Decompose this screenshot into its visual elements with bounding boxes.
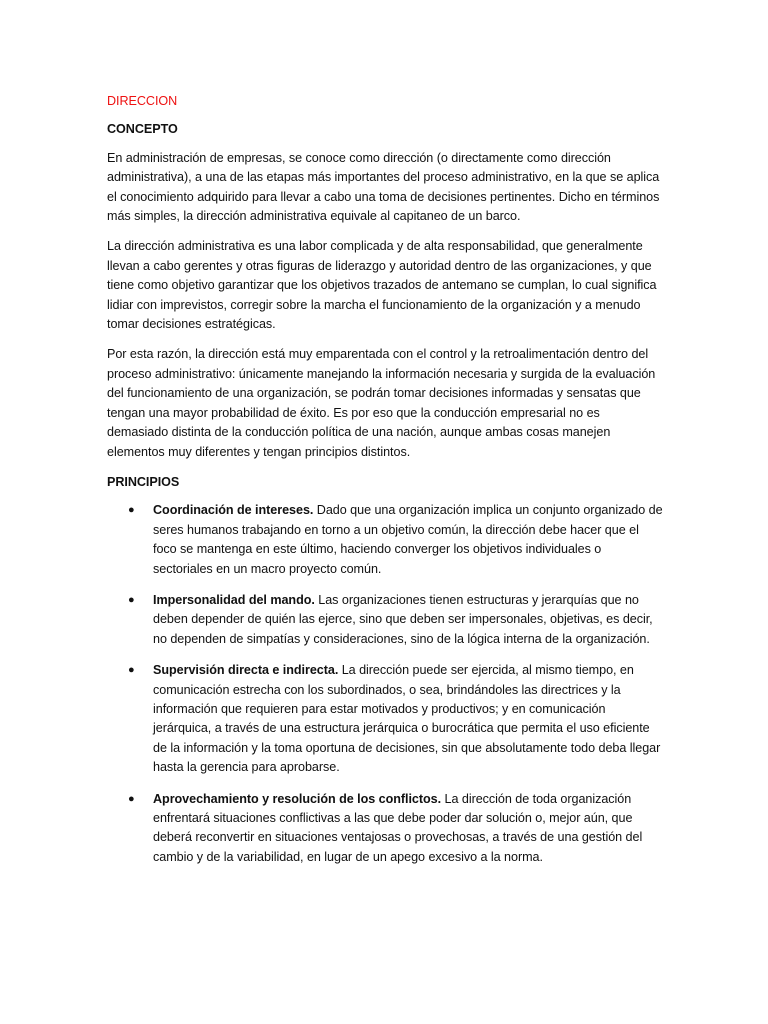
concept-paragraph-1: En administración de empresas, se conoce como dirección (o directamente como dirección administrativa), a una de las etapas más importantes del proceso administrativo, en la que se aplica el conocimiento adquirido para llevar a cabo una toma de decisiones pertinentes. Dicho en términos más simples, la dirección administrativa equivale al capitaneo de un barco. [107, 150, 660, 224]
concept-paragraph-3: Por esta razón, la dirección está muy emparentada con el control y la retroalimentación dentro del proceso administrativo: únicamente manejando la información necesaria y surgida de la evaluación del funcionamiento de una organización, se podrán tomar decisiones informadas y sensatas que tengan una mayor probabilidad de éxito. Es por eso que la conducción empresarial no es demasiado distinta de la conducción política de una nación, aunque ambas cosas manejen elementos muy diferentes y tengan principios distintos. [107, 347, 656, 459]
bullet-icon: ● [128, 792, 135, 805]
principle-term: Coordinación de intereses. [153, 503, 314, 518]
principles-heading: PRINCIPIOS [107, 474, 180, 489]
bullet-icon: ● [128, 593, 135, 606]
bullet-icon: ● [128, 664, 135, 677]
document-title: DIRECCION [107, 94, 178, 108]
principle-text: La dirección puede ser ejercida, al mismo tiempo, en comunicación estrecha con los subordinados, o sea, brindándoles las directrices y la información que requieren para estar motivados y productivos; y en comunicación jerárquica, a través de una estructura jerárquica o burocrática que permita el uso eficiente de la información y la toma oportuna de decisiones, sin que absolutamente todo deba llegar hasta la gerencia para aprobarse. [153, 663, 661, 775]
concept-heading: CONCEPTO [107, 122, 178, 137]
principles-list [107, 501, 663, 867]
principle-term: Impersonalidad del mando. [153, 592, 315, 607]
principle-text: Dado que una organización implica un conjunto organizado de seres humanos trabajando en torno a un objetivo común, la dirección debe hacer que el foco se mantenga en este último, haciendo converger los objetivos individuales o sectoriales en un macro proyecto común. [153, 503, 663, 576]
principle-item [107, 501, 663, 579]
principle-term: Supervisión directa e indirecta. [153, 663, 339, 678]
bullet-icon: ● [128, 504, 135, 517]
principle-item [107, 790, 663, 868]
principle-text: La dirección de toda organización enfrentará situaciones conflictivas a las que debe poder dar solución o, mejor aún, que deberá reconvertir en situaciones ventajosas o provechosas, a través de una gestión del cambio y de la variabilidad, en lugar de un apego excesivo a la norma. [153, 791, 643, 864]
concept-paragraph-2: La dirección administrativa es una labor complicada y de alta responsabilidad, que generalmente llevan a cabo gerentes y otras figuras de liderazgo y autoridad dentro de las organizaciones, y que tiene como objetivo garantizar que los objetivos trazados de antemano se cumplan, lo cual significa lidiar con imprevistos, corregir sobre la marcha el funcionamiento de la organización y a menudo tomar decisiones estratégicas. [107, 239, 657, 332]
principle-term: Aprovechamiento y resolución de los conflictos. [153, 791, 442, 806]
principle-item [107, 591, 663, 649]
document-page [107, 92, 663, 879]
principle-item [107, 661, 663, 777]
principle-text: Las organizaciones tienen estructuras y jerarquías que no deben depender de quién las ejerce, sino que deben ser impersonales, objetivas, es decir, no dependen de simpatías y consideraciones, sino de la lógica interna de la organización. [153, 592, 653, 646]
